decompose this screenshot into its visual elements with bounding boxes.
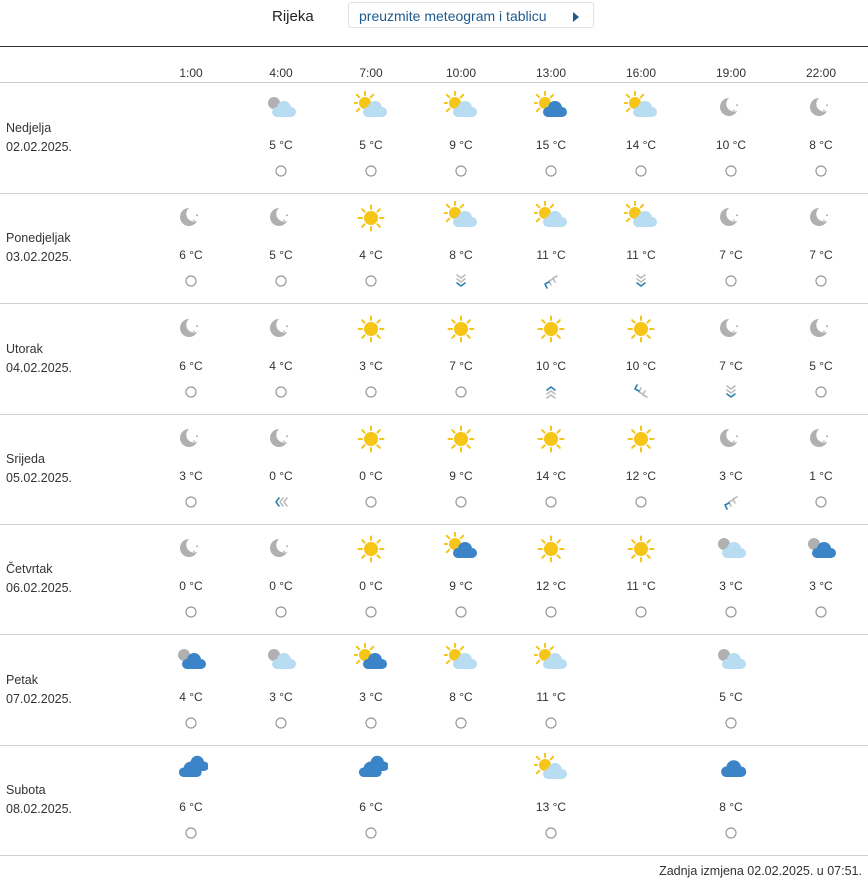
forecast-cell xyxy=(696,414,766,524)
forecast-cell xyxy=(696,635,766,745)
forecast-cell xyxy=(426,635,496,745)
calm-icon xyxy=(271,602,291,622)
sun-dark-cloud-icon xyxy=(354,643,388,677)
sun-icon xyxy=(444,422,478,456)
dark-cloud-icon xyxy=(714,753,748,787)
temperature: 5 °C xyxy=(269,248,293,263)
partly-cloudy-day-icon xyxy=(444,91,478,125)
forecast-cell xyxy=(606,83,676,193)
calm-icon xyxy=(271,161,291,181)
calm-icon xyxy=(721,713,741,733)
day-name: Petak xyxy=(6,672,38,687)
day-date: 02.02.2025. xyxy=(6,140,73,154)
wind-from-north-icon xyxy=(721,382,741,402)
forecast-cell xyxy=(426,524,496,634)
day-name: Ponedjeljak xyxy=(6,231,71,246)
sun-icon xyxy=(354,422,388,456)
calm-icon xyxy=(361,492,381,512)
calm-icon xyxy=(811,161,831,181)
calm-icon xyxy=(181,823,201,843)
sun-icon xyxy=(444,312,478,346)
forecast-cell xyxy=(696,524,766,634)
clear-night-icon xyxy=(174,422,208,456)
calm-icon xyxy=(721,602,741,622)
temperature: 7 °C xyxy=(719,358,743,373)
temperature: 3 °C xyxy=(359,358,383,373)
temperature: 4 °C xyxy=(359,248,383,263)
sun-dark-cloud-icon xyxy=(444,532,478,566)
calm-icon xyxy=(541,713,561,733)
temperature: 12 °C xyxy=(535,579,567,594)
forecast-cell xyxy=(336,193,406,303)
forecast-cell xyxy=(336,83,406,193)
hour-label: 7:00 xyxy=(359,66,383,80)
calm-icon xyxy=(271,713,291,733)
cloudy-night-icon xyxy=(264,91,298,125)
header xyxy=(0,0,868,46)
wind-from-northeast-icon xyxy=(721,492,741,512)
day-row xyxy=(0,414,868,525)
sun-icon xyxy=(624,312,658,346)
clear-night-icon xyxy=(264,312,298,346)
temperature: 4 °C xyxy=(179,689,203,704)
temperature: 6 °C xyxy=(179,248,203,263)
forecast-cell xyxy=(336,524,406,634)
calm-icon xyxy=(811,602,831,622)
hour-label: 1:00 xyxy=(179,66,203,80)
clear-night-icon xyxy=(804,91,838,125)
forecast-cell xyxy=(246,635,316,745)
hour-label: 22:00 xyxy=(805,66,837,80)
temperature: 6 °C xyxy=(179,358,203,373)
partly-cloudy-day-icon xyxy=(354,91,388,125)
day-date: 06.02.2025. xyxy=(6,581,73,596)
cloudy-night-icon xyxy=(714,643,748,677)
sun-icon xyxy=(354,201,388,235)
hour-label: 4:00 xyxy=(269,66,293,80)
day-date: 04.02.2025. xyxy=(6,360,73,375)
temperature: 0 °C xyxy=(359,468,383,483)
partly-cloudy-day-icon xyxy=(624,201,658,235)
clear-night-icon xyxy=(714,91,748,125)
day-row xyxy=(0,745,868,856)
temperature: 13 °C xyxy=(535,799,567,814)
temperature: 11 °C xyxy=(536,689,566,704)
forecast-cell xyxy=(606,414,676,524)
forecast-cell xyxy=(156,745,226,855)
calm-icon xyxy=(721,161,741,181)
forecast-cell xyxy=(426,83,496,193)
day-name: Četvrtak xyxy=(6,562,53,577)
temperature: 11 °C xyxy=(626,579,656,594)
wind-from-south-icon xyxy=(541,382,561,402)
day-row xyxy=(0,304,868,415)
temperature: 10 °C xyxy=(715,138,747,152)
rain-cloud-icon xyxy=(174,753,208,787)
clear-night-icon xyxy=(804,422,838,456)
calm-icon xyxy=(181,713,201,733)
day-name: Subota xyxy=(6,782,46,797)
hour-label: 13:00 xyxy=(535,66,567,80)
temperature: 0 °C xyxy=(269,468,293,483)
forecast-cell xyxy=(696,745,766,855)
clear-night-icon xyxy=(264,532,298,566)
day-row xyxy=(0,635,868,746)
forecast-cell xyxy=(696,193,766,303)
temperature: 6 °C xyxy=(179,799,203,814)
temperature: 7 °C xyxy=(809,248,833,263)
calm-icon xyxy=(631,492,651,512)
calm-icon xyxy=(541,602,561,622)
calm-icon xyxy=(721,823,741,843)
clear-night-icon xyxy=(714,312,748,346)
forecast-cell xyxy=(156,635,226,745)
forecast-cell xyxy=(786,414,856,524)
calm-icon xyxy=(541,823,561,843)
temperature: 0 °C xyxy=(269,579,293,594)
clear-night-icon xyxy=(174,201,208,235)
calm-icon xyxy=(451,602,471,622)
temperature: 8 °C xyxy=(719,799,743,814)
temperature: 5 °C xyxy=(809,358,833,373)
sun-dark-cloud-icon xyxy=(534,91,568,125)
calm-icon xyxy=(361,161,381,181)
temperature: 3 °C xyxy=(809,579,833,594)
forecast-cell xyxy=(426,414,496,524)
hours-header xyxy=(0,60,868,82)
temperature: 10 °C xyxy=(625,358,657,373)
calm-icon xyxy=(811,271,831,291)
divider xyxy=(0,46,868,47)
temperature: 5 °C xyxy=(719,689,743,704)
temperature: 6 °C xyxy=(359,799,383,814)
clear-night-icon xyxy=(264,201,298,235)
forecast-cell xyxy=(516,304,586,414)
temperature: 11 °C xyxy=(536,248,566,263)
sun-icon xyxy=(354,532,388,566)
calm-icon xyxy=(181,382,201,402)
clear-night-icon xyxy=(804,201,838,235)
day-name: Nedjelja xyxy=(6,121,52,135)
day-date: 07.02.2025. xyxy=(6,691,73,706)
temperature: 14 °C xyxy=(535,468,567,483)
temperature: 7 °C xyxy=(719,248,743,263)
temperature: 14 °C xyxy=(625,138,657,152)
forecast-cell xyxy=(516,414,586,524)
clear-night-icon xyxy=(714,201,748,235)
temperature: 10 °C xyxy=(535,358,567,373)
sun-icon xyxy=(624,422,658,456)
forecast-cell xyxy=(246,414,316,524)
calm-icon xyxy=(721,271,741,291)
temperature: 5 °C xyxy=(269,138,293,152)
day-row xyxy=(0,193,868,304)
day-name: Srijeda xyxy=(6,451,45,466)
temperature: 3 °C xyxy=(179,468,203,483)
sun-icon xyxy=(624,532,658,566)
forecast-cell xyxy=(246,83,316,193)
calm-icon xyxy=(181,602,201,622)
clear-night-icon xyxy=(804,312,838,346)
forecast-cell xyxy=(246,524,316,634)
temperature: 0 °C xyxy=(179,579,203,594)
day-date: 08.02.2025. xyxy=(6,801,73,816)
forecast-cell xyxy=(246,304,316,414)
forecast-cell xyxy=(516,745,586,855)
calm-icon xyxy=(271,382,291,402)
calm-icon xyxy=(631,161,651,181)
temperature: 9 °C xyxy=(449,468,473,483)
temperature: 9 °C xyxy=(449,138,473,152)
partly-cloudy-day-icon xyxy=(534,643,568,677)
meteogram-download-button[interactable] xyxy=(348,2,594,28)
wind-from-north-icon xyxy=(451,271,471,291)
rain-cloud-icon xyxy=(354,753,388,787)
partly-cloudy-day-icon xyxy=(444,643,478,677)
forecast-cell xyxy=(696,304,766,414)
city-name: Rijeka xyxy=(272,8,314,25)
clear-night-icon xyxy=(264,422,298,456)
wind-from-southeast-icon xyxy=(631,382,651,402)
temperature: 3 °C xyxy=(719,579,743,594)
calm-icon xyxy=(451,161,471,181)
calm-icon xyxy=(271,271,291,291)
temperature: 5 °C xyxy=(359,138,383,152)
forecast-cell xyxy=(786,304,856,414)
calm-icon xyxy=(541,161,561,181)
forecast-cell xyxy=(336,414,406,524)
temperature: 4 °C xyxy=(269,358,293,373)
temperature: 3 °C xyxy=(719,468,743,483)
sun-icon xyxy=(534,312,568,346)
forecast-cell xyxy=(696,83,766,193)
forecast-cell xyxy=(516,193,586,303)
hour-label: 10:00 xyxy=(445,66,477,80)
forecast-cell xyxy=(336,745,406,855)
day-row xyxy=(0,524,868,635)
forecast-cell xyxy=(516,83,586,193)
forecast-cell xyxy=(156,193,226,303)
meteogram-button-label: preuzmite meteogram i tablicu xyxy=(359,8,547,24)
forecast-cell xyxy=(426,304,496,414)
calm-icon xyxy=(361,382,381,402)
temperature: 12 °C xyxy=(625,468,657,483)
forecast-cell xyxy=(606,524,676,634)
dark-cloudy-night-icon xyxy=(174,643,208,677)
dark-cloudy-night-icon xyxy=(804,532,838,566)
wind-from-north-icon xyxy=(631,271,651,291)
forecast-cell xyxy=(606,193,676,303)
day-name: Utorak xyxy=(6,341,43,356)
last-update-note: Zadnja izmjena 02.02.2025. u 07:51. xyxy=(659,864,862,878)
calm-icon xyxy=(451,492,471,512)
forecast-cell xyxy=(246,193,316,303)
hour-label: 16:00 xyxy=(625,66,657,80)
forecast-cell xyxy=(156,304,226,414)
sun-icon xyxy=(534,532,568,566)
day-date: 03.02.2025. xyxy=(6,250,73,265)
wind-from-east-icon xyxy=(271,492,291,512)
calm-icon xyxy=(451,382,471,402)
calm-icon xyxy=(181,492,201,512)
forecast-cell xyxy=(156,524,226,634)
partly-cloudy-day-icon xyxy=(534,753,568,787)
forecast-cell xyxy=(426,193,496,303)
temperature: 7 °C xyxy=(449,358,473,373)
calm-icon xyxy=(541,492,561,512)
calm-icon xyxy=(361,602,381,622)
temperature: 11 °C xyxy=(626,248,656,263)
hour-label: 19:00 xyxy=(715,66,747,80)
temperature: 3 °C xyxy=(269,689,293,704)
temperature: 3 °C xyxy=(359,689,383,704)
partly-cloudy-day-icon xyxy=(534,201,568,235)
forecast-cell xyxy=(786,524,856,634)
temperature: 8 °C xyxy=(809,138,833,152)
calm-icon xyxy=(181,271,201,291)
temperature: 0 °C xyxy=(359,579,383,594)
temperature: 15 °C xyxy=(535,138,567,152)
temperature: 9 °C xyxy=(449,579,473,594)
forecast-cell xyxy=(606,304,676,414)
calm-icon xyxy=(811,382,831,402)
clear-night-icon xyxy=(174,312,208,346)
sun-icon xyxy=(534,422,568,456)
wind-from-northeast-icon xyxy=(541,271,561,291)
calm-icon xyxy=(631,602,651,622)
calm-icon xyxy=(361,271,381,291)
calm-icon xyxy=(451,713,471,733)
partly-cloudy-day-icon xyxy=(444,201,478,235)
temperature: 8 °C xyxy=(449,689,473,704)
cloudy-night-icon xyxy=(714,532,748,566)
day-date: 05.02.2025. xyxy=(6,470,73,485)
forecast-cell xyxy=(336,304,406,414)
forecast-cell xyxy=(786,83,856,193)
calm-icon xyxy=(361,823,381,843)
day-row xyxy=(0,83,868,194)
clear-night-icon xyxy=(174,532,208,566)
forecast-cell xyxy=(786,193,856,303)
temperature: 8 °C xyxy=(449,248,473,263)
calm-icon xyxy=(811,492,831,512)
cloudy-night-icon xyxy=(264,643,298,677)
partly-cloudy-day-icon xyxy=(624,91,658,125)
forecast-cell xyxy=(516,635,586,745)
sun-icon xyxy=(354,312,388,346)
caret-right-icon xyxy=(573,12,579,22)
clear-night-icon xyxy=(714,422,748,456)
calm-icon xyxy=(361,713,381,733)
forecast-cell xyxy=(516,524,586,634)
forecast-cell xyxy=(156,414,226,524)
forecast-cell xyxy=(336,635,406,745)
temperature: 1 °C xyxy=(809,468,833,483)
